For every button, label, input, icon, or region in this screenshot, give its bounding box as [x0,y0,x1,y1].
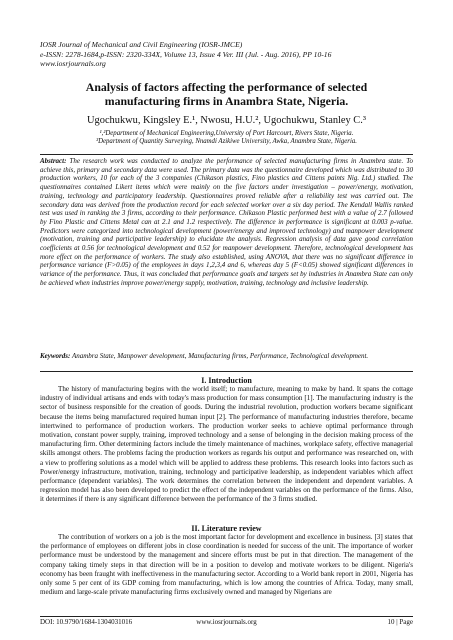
page-footer [40,618,413,628]
introduction-paragraph: The history of manufacturing begins with the world itself; to manufacture, meaning to make by hand. It spans the cottage industry of individual artisans and ends with today's mass production for mass consumption [1]. The manufacturing industry is the sector of business responsible for the creation of goods. During the industrial revolution, production workers became significant because the items being manufactured required human input [2]. The performance of manufacturing industries therefore, became intertwined to performance of production workers. The production worker seeks to achieve optimal performance through motivation, constant power supply, training, improved technology and a sense of belonging in the decision making process of the manufacturing firm. Other determining factors include the timely maintenance of machines, workplace safety, effective managerial skills amongst others. The problems facing the production workers as regards his output and performance was researched on, with a view to proffering solutions as a model which will be applied to address these problems. This research looks into factors such as Power/energy infrastructure, motivation, training, technology and participative leadership, as independent variables which affect performance (dependent variables). The work determines the correlation between the independent and dependent variables. A regression model has also been developed to predict the effect of the independent variables on the performance of the firms. Also, it determines if there is any significant difference between the performance of the 3 firms studied. [40,385,413,504]
section-heading-literature-review: II. Literature review [191,524,262,533]
paper-title: Analysis of factors affecting the performance of selected manufacturing firms in Anambra State, Nigeria. [85,80,368,108]
abstract [40,157,413,288]
author-list: Ugochukwu, Kingsley E.¹, Nwosu, H.U.², Ugochukwu, Stanley C.³ [87,115,366,126]
abstract-top-rule [40,154,413,155]
section-heading-introduction: I. Introduction [201,376,252,385]
journal-header [40,40,331,69]
literature-review-paragraph: The contribution of workers on a job is the most important factor for development and excellence in business. [3] states that the performance of employees on different jobs in close coordination is needed for success of the unit. The importance of worker performance must be understood by the management and sincere efforts must be put in that direction. The management of the company taking timely steps in that direction will be in a position to develop and motivate workers to be diligent. Nigeria's economy has been fraught with ineffectiveness in the manufacturing sector. According to a World bank report in 2001, Nigeria has only some 5 per cent of its GDP coming from manufacturing, which is low among the countries of Africa. Today, many small, medium and large-scale private manufacturing firms exclusively owned and managed by Nigerians are [40,533,413,597]
affiliations [40,130,413,147]
footer-site: www.iosrjournals.org [196,618,257,626]
journal-issn: e-ISSN: 2278-1684,p-ISSN: 2320-334X, Volume 13, Issue 4 Ver. III (Jul. - Aug. 2016), PP 10-16 [40,49,332,59]
keywords-label: Keywords: [40,352,71,360]
keywords [40,352,413,361]
keywords-text: Anambra State, Manpower development, Manufacturing firms, Performance, Technological development. [70,352,369,360]
journal-name: IOSR Journal of Mechanical and Civil Engineering (IOSR-JMCE) [40,40,243,49]
footer-doi: DOI: 10.9790/1684-1304031016 [40,618,133,626]
affiliation-1: ¹,²Department of Mechanical Engineering,University of Port Harcourt, Rivers State, Nigeria. [99,130,354,137]
footer-rule [40,616,413,617]
affiliation-2: ³Department of Quantity Surveying, Nnamdi Azikiwe University, Awka, Anambra State, Nigeria. [96,138,357,146]
journal-site: www.iosrjournals.org [40,59,106,69]
abstract-text: The research work was conducted to analyze the performance of selected manufacturing firms in Anambra state. To achieve this, primary and secondary data were used. The primary data was the questionnaire developed which was distributed to 30 production workers, 10 for each of the 3 companies (Chikason plastics, Fino plastics and Cittens paints Nig. Ltd.) studied. The questionnaires contained Likert items which were mainly on the five factors under investigation – power/energy, motivation, training, technology and participatory leadership. Questionnaires proved reliable after a reliability test was carried out. The secondary data was derived from the production record for each selected worker over a six day period. The Kendall Wallis ranked test was used in ranking the 3 firms, according to their performance. Chikason Plastic performed best with a value of 2.7 followed by Fino Plastic and Cittens Metal can at 2.1 and 1.2 respectively. The difference in performance is significant at 0.003 p-value. Predictors were categorized into technological development (power/energy and improved technology) and manpower development (motivation, training and participative leadership) to elucidate the analysis. Regression analysis of data gave good correlation coefficients at 0.56 for technological development and 0.52 for manpower development. Therefore, technological development has more effect on the performance of workers. The study also established, using ANOVA, that there was no significant difference in performance variance (F>0.05) of the employees in days 1,2,3,4 and 6, whereas day 5 (F<0.05) showed significant differences in variance of the performance. Thus, it was concluded that performance goals and targets set by industries in Anambra State can only be achieved when industries improve power/energy supply, motivation, training, technology and inclusive leadership. [40,157,413,287]
abstract-label: Abstract: [40,157,67,165]
abstract-bottom-rule [40,371,413,372]
footer-page-number: 10 | Page [387,618,413,626]
